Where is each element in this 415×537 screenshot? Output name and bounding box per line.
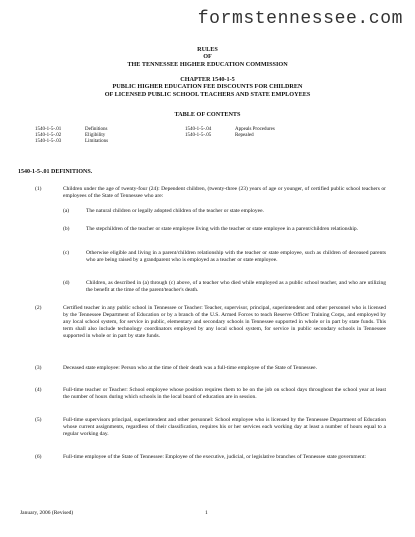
toc-entry: 1540-1-5-.05 Repealed <box>185 133 254 138</box>
definition-subitem-d: (d) Children, as described in (a) through (c) above, of a teacher who died while employed as a public school teacher, and who are utilizing the benefit at the time of the parent/teacher's death. <box>63 280 386 294</box>
definition-item-1: (1) Children under the age of twenty-four (24): Dependent children, (twenty-three (23) years of age or younger, of certified public school teachers or employees of the State of Tennessee who are: <box>35 186 386 200</box>
page-number: 1 <box>205 510 208 516</box>
definition-item-4: (4) Full-time teacher or Teacher: School employee whose position requires them to be on the job on school days throughout the school year at least the number of hours during which schools in the local board of education are in session. <box>35 387 386 401</box>
chapter-title-line2: OF LICENSED PUBLIC SCHOOL TEACHERS AND STATE EMPLOYEES <box>104 91 311 98</box>
chapter-heading: CHAPTER 1540-1-5 <box>180 76 235 83</box>
toc-entry: 1540-1-5-.03 Limitations <box>35 139 109 144</box>
toc-entry: 1540-1-5-.02 Eligibility <box>35 133 106 138</box>
toc-entry: 1540-1-5-.01 Definitions <box>35 127 108 132</box>
definition-subitem-b: (b) The stepchildren of the teacher or state employee living with the teacher or state employee in a parent/children relationship. <box>63 226 358 232</box>
definition-item-6: (6) Full-time employee of the State of Tennessee: Employee of the executive, judicial, or legislative branches of Tennessee state government: <box>35 454 366 460</box>
chapter-title-line1: PUBLIC HIGHER EDUCATION FEE DISCOUNTS FOR CHILDREN <box>112 83 303 90</box>
rules-heading: RULES <box>197 46 218 53</box>
definition-item-3: (3) Deceased state employee: Person who at the time of their death was a full-time employee of the State of Tennessee. <box>35 365 317 371</box>
definition-item-5: (5) Full-time supervisors principal, superintendent and other personnel: School employee who is licensed by the Tennessee Department of Education whose current assignments, regardless of their classification, requires his or her services each working day at least a number of hours equal to a regular working day. <box>35 417 386 438</box>
definition-subitem-a: (a) The natural children or legally adopted children of the teacher or state employee. <box>63 208 264 214</box>
agency-heading: THE TENNESSEE HIGHER EDUCATION COMMISSION <box>127 61 288 68</box>
toc-entry: 1540-1-5-.04 Appeals Procedures <box>185 127 275 132</box>
footer-date: January, 2006 (Revised) <box>20 510 74 516</box>
section-title: 1540-1-5-.01 DEFINITIONS. <box>18 169 93 175</box>
definition-subitem-c: (c) Otherwise eligible and living in a parent/children relationship with the teacher or state employee, such as children of deceased parents who are being raised by a grandparent who is employed as a teacher or state employee. <box>63 250 386 264</box>
of-heading: OF <box>203 53 212 60</box>
toc-heading: TABLE OF CONTENTS <box>174 111 241 118</box>
toc-column-left <box>35 127 108 145</box>
watermark-logo: formstennessee.com <box>197 9 403 29</box>
toc-column-right <box>185 127 275 139</box>
definition-item-2: (2) Certified teacher in any public school in Tennessee or Teacher: Teacher, supervisor, principal, superintendent and other personnel who is licensed by the Tennessee Department of Education or by a branch of the U.S. Armed Forces to teach Reserve Officer Training Corps, and employed by any local school system, for service in public, elementary and secondary schools in Tennessee supported in whole or in part by state funds. This term shall also include technology coordinators employed by any local school system, for service in public secondary schools in Tennessee supported in whole or in part by state funds. <box>35 305 386 340</box>
